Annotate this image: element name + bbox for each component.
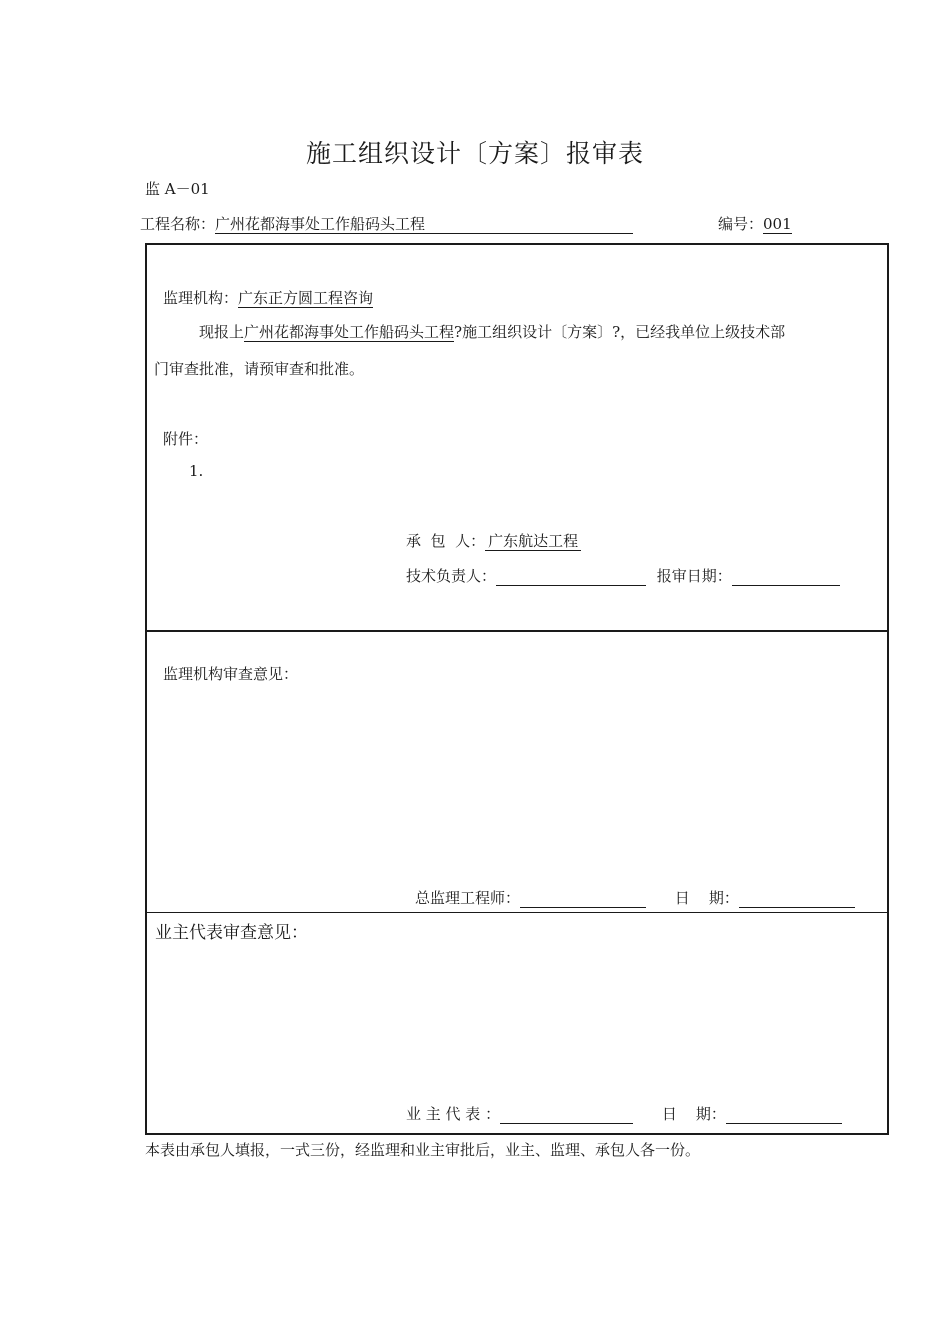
project-name: 广州花都海事处工作船码头工程 xyxy=(215,215,633,234)
supervision-heading: 监理机构审查意见： xyxy=(163,665,299,683)
footer-note: 本表由承包人填报，一式三份，经监理和业主审批后，业主、监理、承包人各一份。 xyxy=(145,1141,701,1159)
owner-rep-line xyxy=(500,1106,633,1124)
chief-engineer-line xyxy=(520,890,646,908)
chief-date-label: 日 期： xyxy=(674,889,739,907)
agency-row xyxy=(163,287,373,308)
divider-2 xyxy=(147,912,887,913)
tech-label: 技术负责人： xyxy=(406,567,497,585)
number-value: 001 xyxy=(763,215,792,233)
form-table xyxy=(145,243,889,1135)
para-prefix: 现报上 xyxy=(199,323,245,341)
submit-date-label: 报审日期： xyxy=(656,567,732,585)
owner-date-line xyxy=(726,1106,842,1124)
divider-1 xyxy=(147,630,887,632)
chief-date-line xyxy=(739,890,855,908)
owner-heading: 业主代表审查意见： xyxy=(155,923,308,943)
agency-label: 监理机构： xyxy=(163,289,239,307)
project-row xyxy=(140,213,633,234)
chief-engineer-label: 总监理工程师： xyxy=(415,889,521,907)
para-line2: 门审查批准，请预审查和批准。 xyxy=(154,360,365,378)
owner-date-label: 日 期： xyxy=(661,1105,726,1123)
para-suffix: ?施工组织设计〔方案〕?，已经我单位上级技术部 xyxy=(454,323,786,341)
contractor-label: 承 包 人： xyxy=(406,532,486,550)
submission-paragraph xyxy=(199,321,785,342)
number-row xyxy=(718,213,792,234)
number-label: 编号： xyxy=(718,215,764,233)
chief-engineer-row xyxy=(415,887,855,908)
submit-date-line xyxy=(732,568,840,586)
project-label: 工程名称： xyxy=(140,215,216,233)
tech-signature-line xyxy=(496,568,646,586)
attachment-label: 附件： xyxy=(163,430,209,448)
contractor-row xyxy=(406,530,581,551)
form-code: 监 A－01 xyxy=(145,180,210,198)
page-title: 施工组织设计〔方案〕报审表 xyxy=(305,139,644,168)
contractor-value: 广东航达工程 xyxy=(485,532,581,551)
para-project: 广州花都海事处工作船码头工程 xyxy=(244,323,455,341)
attachment-item: 1. xyxy=(189,462,204,480)
tech-row xyxy=(406,565,840,586)
owner-rep-row xyxy=(406,1103,842,1124)
owner-rep-label: 业 主 代 表 ： xyxy=(406,1105,501,1123)
agency-name: 广东正方圆工程咨询 xyxy=(238,289,374,307)
